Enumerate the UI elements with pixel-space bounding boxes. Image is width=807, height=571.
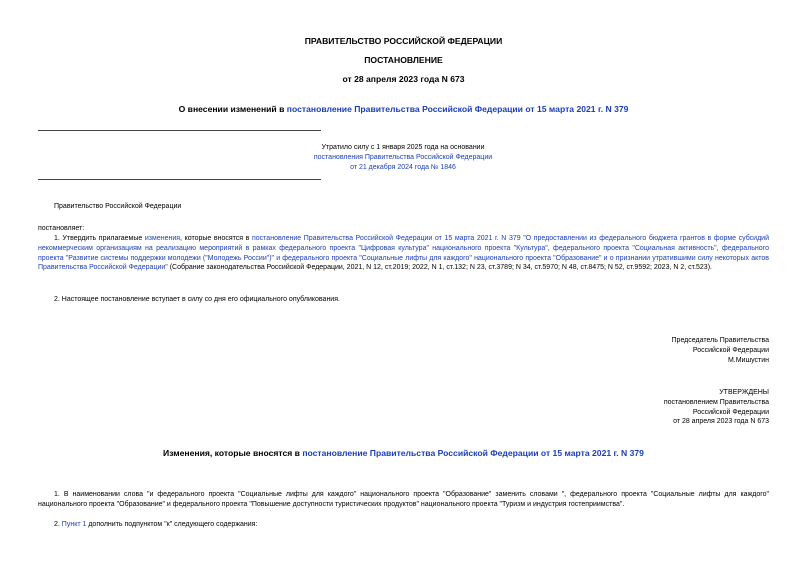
paragraph-1-end: (Собрание законодательства Российской Федерации, 2021, N 12, ст.2019; 2022, N 1, ст.132; N 23, ст.3789; N 34, ст.5970; N 48, ст.8475; N 52, ст.9592; 2023, N 2, ст.523). (167, 264, 712, 272)
approval-by: постановлением Правительства (663, 398, 769, 406)
repeal-notice-line1: Утратило силу с 1 января 2025 года на основании (321, 144, 485, 151)
change-item-1: 1. В наименовании слова "и федерального проекта "Социальные лифты для каждого" национального проекта "Образование" заменить словами ", федерального проекта "Социальные лифты для каждого" национального проекта "Образование" и федерального проекта "Повышение доступности туристических продуктов" национального проекта "Туризм и индустрия гостеприимства". (38, 491, 769, 508)
change-item-2-text: дополнить подпунктом "к" следующего содержания: (86, 521, 258, 528)
paragraph-1-start: 1. Утвердить прилагаемые (54, 235, 145, 242)
approval-date: от 28 апреля 2023 года N 673 (673, 418, 769, 426)
paragraph-1-mid: , которые вносятся в (180, 235, 252, 242)
changes-title (0, 448, 807, 458)
signature-title: Председатель Правительства (671, 337, 769, 344)
divider-top (38, 130, 321, 131)
repeal-notice (38, 143, 768, 172)
document-title-link[interactable]: постановление Правительства Российской Федерации от 15 марта 2021 г. N 379 (286, 104, 629, 114)
changes-title-prefix: Изменения, которые вносятся в (163, 448, 303, 458)
signature-block (672, 336, 769, 365)
changes-link[interactable]: изменения (144, 235, 181, 242)
resolution-379-link[interactable]: постановление Правительства Российской Федерации от 15 марта 2021 г. N 379 "О предоставлении из федерального бюджета грантов в форме субсидий некоммерческим организациям на реализацию мероприятий в рамках федерального проекта "Цифровая культура" национального проекта "Культура", федерального проекта "Социальная активность", федерального проекта "Развитие системы поддержки молодежи ("Молодежь России")" и федерального проекта "Социальные лифты для каждого" национального проекта "Образование" и о признании утратившими силу некоторых актов Правительства Российской Федерации" (38, 235, 769, 272)
change-item-2-prefix: 2. (54, 521, 62, 528)
document-title (0, 104, 807, 114)
signature-name: М.Мишустин (727, 356, 769, 364)
government-heading: ПРАВИТЕЛЬСТВО РОССИЙСКОЙ ФЕДЕРАЦИИ (304, 36, 503, 46)
decree-word: постановляет: (38, 225, 85, 232)
document-date-number: от 28 апреля 2023 года N 673 (342, 74, 465, 84)
document-title-prefix: О внесении изменений в (178, 104, 287, 114)
changes-title-link[interactable]: постановление Правительства Российской Федерации от 15 марта 2021 г. N 379 (302, 448, 644, 458)
paragraph-1 (38, 234, 769, 273)
change-item-2 (54, 520, 257, 530)
approval-word: УТВЕРЖДЕНЫ (719, 389, 769, 396)
divider-bottom (38, 179, 321, 180)
document-type: ПОСТАНОВЛЕНИЕ (364, 55, 443, 65)
point-1-link[interactable]: Пункт 1 (61, 521, 87, 528)
repeal-notice-date-link[interactable]: от 21 декабря 2024 года № 1846 (350, 163, 456, 171)
approval-org: Российской Федерации (692, 408, 769, 416)
repeal-notice-link[interactable]: постановления Правительства Российской Федерации (313, 153, 493, 161)
paragraph-2: 2. Настоящее постановление вступает в силу со дня его официального опубликования. (54, 296, 340, 303)
approval-block (664, 388, 769, 427)
government-name: Правительство Российской Федерации (54, 203, 182, 210)
signature-org: Российской Федерации (692, 346, 769, 354)
